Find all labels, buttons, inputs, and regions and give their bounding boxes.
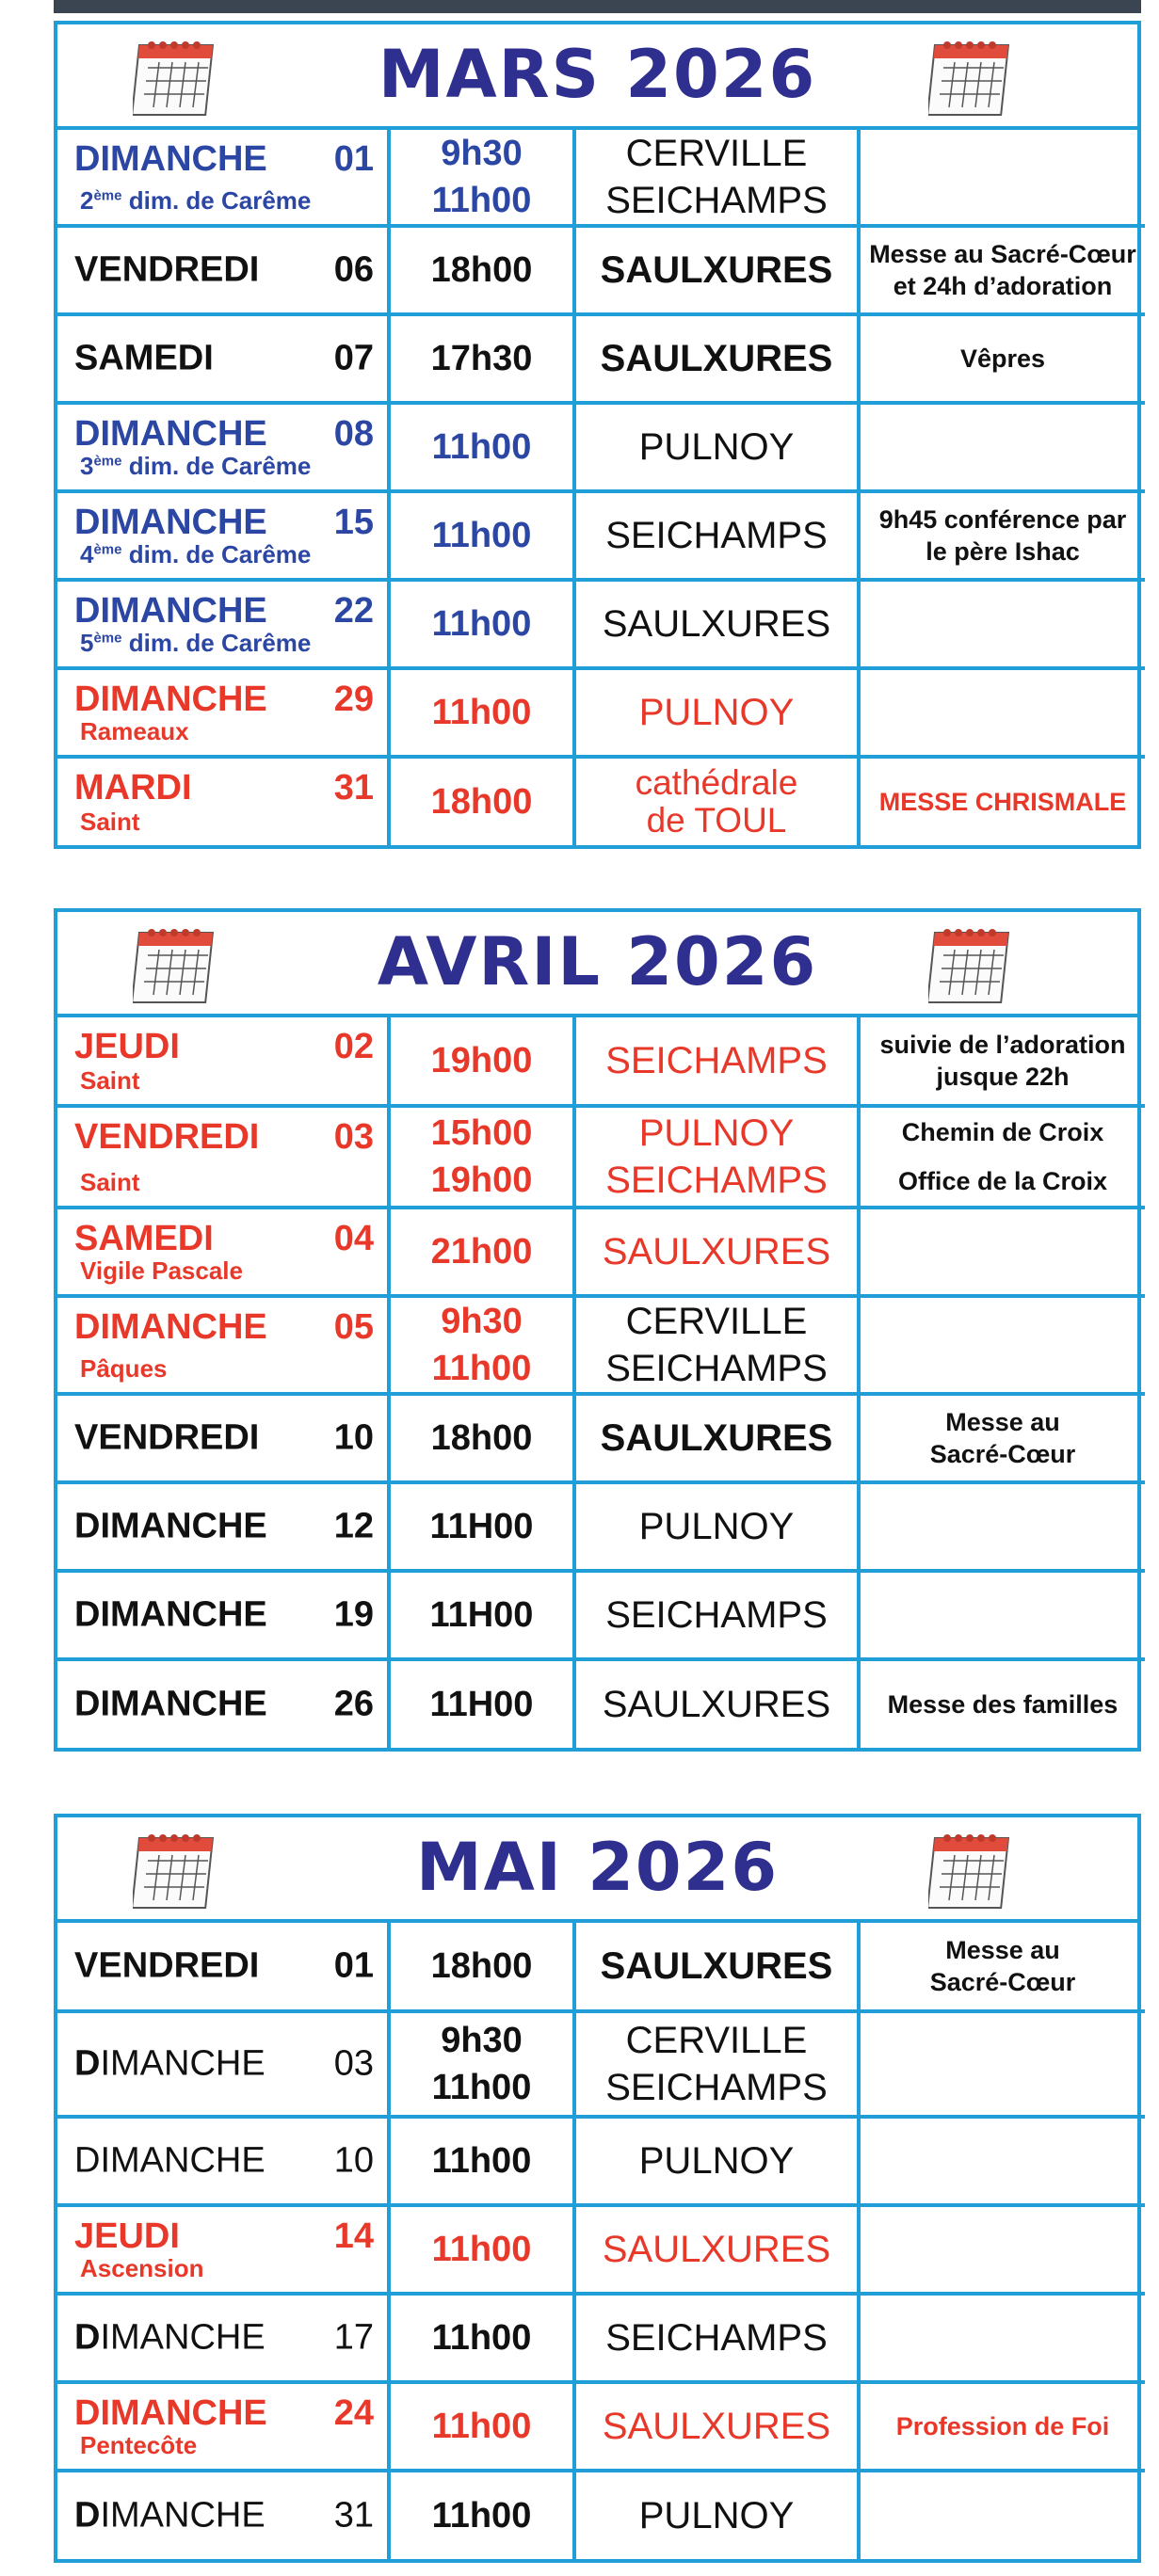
- mass-place: SEICHAMPS: [574, 2294, 859, 2382]
- mass-note: [859, 1208, 1145, 1296]
- mass-time: 11h00: [389, 580, 574, 668]
- mass-time: 18h00: [389, 1394, 574, 1482]
- day-number: 05: [333, 1307, 374, 1347]
- day-number: 03: [333, 1117, 374, 1157]
- mass-place: CERVILLE SEICHAMPS: [574, 2011, 859, 2117]
- month-title: AVRIL 2026: [377, 923, 818, 1000]
- day-name: DIMANCHE: [74, 1506, 267, 1546]
- day-number: 03: [333, 2043, 374, 2084]
- month-mars: [54, 21, 1141, 849]
- mass-note: Messe au Sacré-Cœur et 24h d’adoration: [859, 226, 1145, 314]
- mass-place: SAULXURES: [574, 2382, 859, 2471]
- day-name: DIMANCHE: [74, 2393, 267, 2433]
- day-number: 04: [333, 1219, 374, 1258]
- month-title: MAI 2026: [415, 1829, 780, 1906]
- month-header: [57, 1817, 1137, 1923]
- day-name: SAMEDI: [74, 1219, 214, 1258]
- day-subtitle: Vigile Pascale: [80, 1256, 243, 1285]
- mass-time: 11H00: [389, 1571, 574, 1659]
- mass-time: 19h00: [389, 1017, 574, 1106]
- day-name: VENDREDI: [74, 249, 260, 290]
- day-number: 01: [333, 1945, 374, 1986]
- day-number: 14: [333, 2216, 374, 2256]
- day-name: DIMANCHE: [74, 414, 267, 454]
- day-subtitle: Saint: [80, 1168, 140, 1196]
- mass-place: SAULXURES: [574, 226, 859, 314]
- day-name: MARDI: [74, 768, 192, 808]
- day-subtitle: 2ème dim. de Carême: [80, 186, 312, 215]
- mass-place: SAULXURES: [574, 2205, 859, 2294]
- mass-place: SEICHAMPS: [574, 1017, 859, 1106]
- day-number: 10: [333, 1417, 374, 1458]
- table-row: [57, 1208, 1145, 1296]
- mass-note: Messe des familles: [859, 1659, 1145, 1748]
- day-name: DIMANCHE: [74, 1307, 267, 1347]
- mass-place: PULNOY: [574, 403, 859, 491]
- mass-place: SAULXURES: [574, 1208, 859, 1296]
- day-number: 26: [333, 1684, 374, 1724]
- month-header: [57, 24, 1137, 130]
- day-name: VENDREDI: [74, 1117, 260, 1157]
- mass-time: 11h00: [389, 2294, 574, 2382]
- table-row: [57, 226, 1145, 314]
- table-row: [57, 1106, 1145, 1208]
- mass-note: suivie de l’adoration jusque 22h: [859, 1017, 1145, 1106]
- top-bar: [54, 0, 1141, 13]
- table-row: [57, 2382, 1145, 2471]
- mass-time: 9h30 11h00: [389, 130, 574, 226]
- day-name: DIMANCHE: [74, 2495, 266, 2536]
- day-number: 29: [333, 680, 374, 719]
- mass-time: 11h00: [389, 2205, 574, 2294]
- calendar-icon: [928, 923, 1022, 1006]
- mass-place: SAULXURES: [574, 314, 859, 403]
- mass-time: 18h00: [389, 226, 574, 314]
- month-title: MARS 2026: [378, 36, 817, 113]
- table-row: [57, 1923, 1145, 2011]
- day-subtitle: Saint: [80, 1066, 140, 1095]
- mass-place: SAULXURES: [574, 1923, 859, 2011]
- day-number: 02: [333, 1027, 374, 1066]
- mass-place: SAULXURES: [574, 580, 859, 668]
- mass-note: [859, 2471, 1145, 2559]
- mass-time: 11H00: [389, 1482, 574, 1571]
- schedule-table: [57, 1923, 1145, 2559]
- mass-time: 9h30 11h00: [389, 1296, 574, 1394]
- mass-note: [859, 2011, 1145, 2117]
- day-subtitle: 5ème dim. de Carême: [80, 629, 312, 657]
- mass-time: 15h00 19h00: [389, 1106, 574, 1208]
- day-number: 19: [333, 1594, 374, 1635]
- month-avril: [54, 908, 1141, 1752]
- day-number: 10: [333, 2140, 374, 2181]
- mass-place: PULNOY: [574, 2117, 859, 2205]
- table-row: [57, 2294, 1145, 2382]
- mass-time: 11h00: [389, 668, 574, 757]
- mass-time: 11h00: [389, 491, 574, 580]
- day-number: 17: [333, 2317, 374, 2358]
- day-name: DIMANCHE: [74, 1684, 267, 1724]
- mass-note: [859, 668, 1145, 757]
- mass-time: 11H00: [389, 1659, 574, 1748]
- day-name: DIMANCHE: [74, 2317, 266, 2358]
- mass-note: [859, 1296, 1145, 1394]
- mass-note: [859, 2205, 1145, 2294]
- mass-time: 21h00: [389, 1208, 574, 1296]
- day-number: 15: [333, 503, 374, 542]
- mass-note: [859, 1482, 1145, 1571]
- day-number: 31: [333, 768, 374, 808]
- day-subtitle: 4ème dim. de Carême: [80, 540, 312, 568]
- table-row: [57, 130, 1145, 226]
- mass-note: [859, 1571, 1145, 1659]
- mass-time: 18h00: [389, 1923, 574, 2011]
- day-number: 01: [333, 139, 374, 179]
- day-name: DIMANCHE: [74, 2140, 266, 2181]
- mass-note: [859, 2117, 1145, 2205]
- mass-place: CERVILLE SEICHAMPS: [574, 1296, 859, 1394]
- table-row: [57, 2011, 1145, 2117]
- day-number: 06: [333, 249, 374, 290]
- mass-place: PULNOY: [574, 668, 859, 757]
- mass-note: Vêpres: [859, 314, 1145, 403]
- day-name: JEUDI: [74, 1027, 180, 1066]
- mass-note: [859, 130, 1145, 226]
- day-subtitle: 3ème dim. de Carême: [80, 452, 312, 480]
- table-row: [57, 2117, 1145, 2205]
- table-row: [57, 668, 1145, 757]
- table-row: [57, 1394, 1145, 1482]
- day-subtitle: Pentecôte: [80, 2431, 198, 2459]
- mass-note: Profession de Foi: [859, 2382, 1145, 2471]
- table-row: [57, 757, 1145, 845]
- schedule-table: [57, 130, 1145, 845]
- mass-place: PULNOY: [574, 2471, 859, 2559]
- day-name: SAMEDI: [74, 338, 214, 378]
- mass-note: [859, 403, 1145, 491]
- day-subtitle: Saint: [80, 808, 140, 836]
- mass-place: CERVILLE SEICHAMPS: [574, 130, 859, 226]
- table-row: [57, 1296, 1145, 1394]
- mass-place: SAULXURES: [574, 1659, 859, 1748]
- mass-time: 9h30 11h00: [389, 2011, 574, 2117]
- day-subtitle: Rameaux: [80, 717, 189, 745]
- table-row: [57, 314, 1145, 403]
- month-mai: [54, 1814, 1141, 2563]
- day-number: 24: [333, 2393, 374, 2433]
- table-row: [57, 1571, 1145, 1659]
- table-row: [57, 1017, 1145, 1106]
- day-name: DIMANCHE: [74, 2043, 266, 2084]
- calendar-icon: [928, 36, 1022, 119]
- day-name: JEUDI: [74, 2216, 180, 2256]
- day-name: DIMANCHE: [74, 503, 267, 542]
- mass-place: PULNOY SEICHAMPS: [574, 1106, 859, 1208]
- mass-note: Chemin de Croix Office de la Croix: [859, 1106, 1145, 1208]
- mass-place: cathédrale de TOUL: [574, 757, 859, 845]
- mass-note: 9h45 conférence par le père Ishac: [859, 491, 1145, 580]
- mass-time: 18h00: [389, 757, 574, 845]
- day-name: VENDREDI: [74, 1945, 260, 1986]
- mass-place: SAULXURES: [574, 1394, 859, 1482]
- mass-place: PULNOY: [574, 1482, 859, 1571]
- table-row: [57, 403, 1145, 491]
- mass-time: 11h00: [389, 403, 574, 491]
- table-row: [57, 1482, 1145, 1571]
- mass-time: 11h00: [389, 2382, 574, 2471]
- day-subtitle: Pâques: [80, 1354, 168, 1383]
- table-row: [57, 2471, 1145, 2559]
- calendar-icon: [928, 1829, 1022, 1912]
- schedule-table: [57, 1017, 1145, 1748]
- table-row: [57, 1659, 1145, 1748]
- day-name: DIMANCHE: [74, 680, 267, 719]
- day-number: 07: [333, 338, 374, 378]
- day-number: 31: [333, 2495, 374, 2536]
- mass-note: [859, 580, 1145, 668]
- month-header: [57, 912, 1137, 1017]
- day-number: 12: [333, 1506, 374, 1546]
- mass-note: Messe au Sacré-Cœur: [859, 1923, 1145, 2011]
- mass-time: 11h00: [389, 2117, 574, 2205]
- table-row: [57, 580, 1145, 668]
- mass-time: 17h30: [389, 314, 574, 403]
- mass-place: SEICHAMPS: [574, 491, 859, 580]
- table-row: [57, 2205, 1145, 2294]
- mass-note: Messe au Sacré-Cœur: [859, 1394, 1145, 1482]
- day-number: 22: [333, 591, 374, 631]
- day-name: VENDREDI: [74, 1417, 260, 1458]
- mass-place: SEICHAMPS: [574, 1571, 859, 1659]
- mass-note: MESSE CHRISMALE: [859, 757, 1145, 845]
- day-name: DIMANCHE: [74, 1594, 267, 1635]
- table-row: [57, 491, 1145, 580]
- day-name: DIMANCHE: [74, 591, 267, 631]
- mass-time: 11h00: [389, 2471, 574, 2559]
- day-number: 08: [333, 414, 374, 454]
- day-subtitle: Ascension: [80, 2254, 204, 2282]
- day-name: DIMANCHE: [74, 139, 267, 179]
- mass-note: [859, 2294, 1145, 2382]
